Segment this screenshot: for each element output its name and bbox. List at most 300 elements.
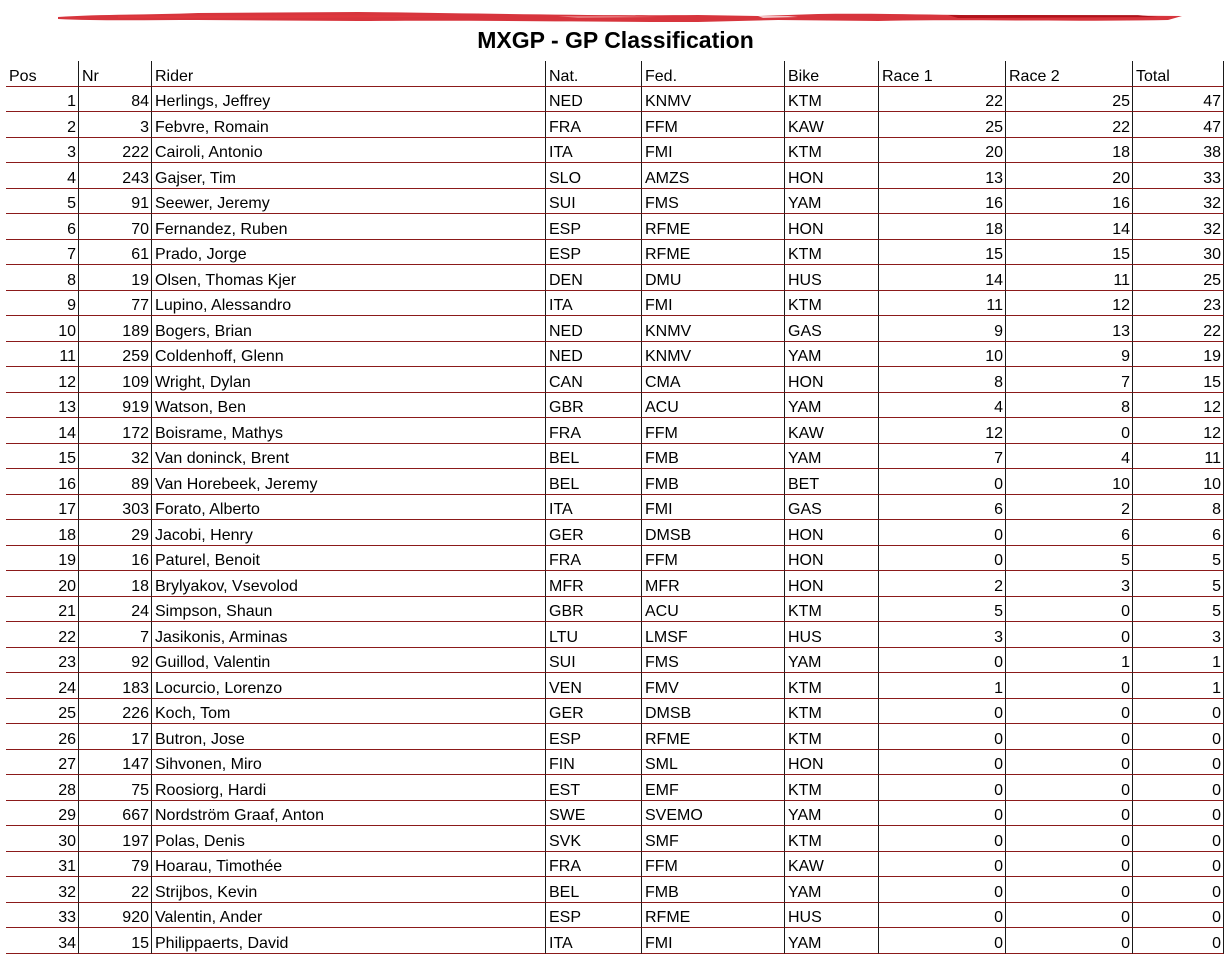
cell-rider: Jasikonis, Arminas [152,622,546,648]
cell-race1: 0 [879,750,1006,776]
cell-pos: 13 [6,393,79,419]
cell-total: 32 [1133,214,1224,240]
cell-race1: 0 [879,699,1006,725]
cell-pos: 25 [6,699,79,725]
cell-race1: 25 [879,112,1006,138]
table-row [6,444,1224,470]
cell-race2: 13 [1006,316,1133,342]
cell-rider: Locurcio, Lorenzo [152,673,546,699]
cell-bike: HUS [785,903,879,929]
cell-race1: 0 [879,852,1006,878]
table-row [6,291,1224,317]
cell-pos: 10 [6,316,79,342]
cell-nr: 183 [79,673,152,699]
cell-nat: BEL [546,469,642,495]
cell-rider: Cairoli, Antonio [152,138,546,164]
cell-total: 0 [1133,928,1224,954]
cell-total: 15 [1133,367,1224,393]
cell-rider: Roosiorg, Hardi [152,775,546,801]
cell-nat: FRA [546,418,642,444]
cell-pos: 32 [6,877,79,903]
cell-pos: 31 [6,852,79,878]
cell-bike: HON [785,214,879,240]
cell-total: 5 [1133,597,1224,623]
cell-nat: GER [546,699,642,725]
cell-rider: Wright, Dylan [152,367,546,393]
cell-race1: 15 [879,240,1006,266]
cell-pos: 2 [6,112,79,138]
cell-bike: HON [785,163,879,189]
cell-bike: YAM [785,189,879,215]
table-row [6,571,1224,597]
cell-race2: 10 [1006,469,1133,495]
cell-nr: 303 [79,495,152,521]
cell-pos: 9 [6,291,79,317]
cell-nr: 91 [79,189,152,215]
table-row [6,342,1224,368]
cell-race2: 18 [1006,138,1133,164]
table-row [6,801,1224,827]
cell-nr: 84 [79,87,152,113]
cell-bike: YAM [785,801,879,827]
cell-bike: HON [785,750,879,776]
cell-race2: 25 [1006,87,1133,113]
cell-nr: 197 [79,826,152,852]
table-row [6,367,1224,393]
cell-bike: HON [785,571,879,597]
table-header-row [6,61,1224,87]
cell-pos: 26 [6,724,79,750]
table-row [6,699,1224,725]
table-row [6,648,1224,674]
cell-race2: 0 [1006,903,1133,929]
cell-race2: 8 [1006,393,1133,419]
cell-nat: ESP [546,903,642,929]
cell-fed: FMB [642,877,785,903]
table-row [6,852,1224,878]
table-row [6,826,1224,852]
cell-pos: 14 [6,418,79,444]
cell-bike: KTM [785,597,879,623]
cell-fed: KNMV [642,316,785,342]
cell-race1: 12 [879,418,1006,444]
cell-rider: Hoarau, Timothée [152,852,546,878]
cell-race1: 13 [879,163,1006,189]
cell-total: 32 [1133,189,1224,215]
cell-nr: 3 [79,112,152,138]
cell-race1: 20 [879,138,1006,164]
cell-rider: Koch, Tom [152,699,546,725]
cell-fed: FFM [642,852,785,878]
cell-total: 30 [1133,240,1224,266]
cell-bike: YAM [785,877,879,903]
cell-bike: KTM [785,138,879,164]
cell-nat: NED [546,342,642,368]
cell-nat: DEN [546,265,642,291]
cell-nat: GBR [546,393,642,419]
cell-total: 38 [1133,138,1224,164]
table-row [6,240,1224,266]
table-body [6,87,1224,954]
table-row [6,112,1224,138]
cell-nr: 243 [79,163,152,189]
cell-total: 11 [1133,444,1224,470]
cell-fed: ACU [642,597,785,623]
cell-race1: 0 [879,826,1006,852]
cell-total: 0 [1133,699,1224,725]
classification-table [6,61,1224,954]
header-total: Total [1133,61,1224,87]
cell-fed: FMS [642,189,785,215]
cell-nat: ITA [546,138,642,164]
cell-bike: GAS [785,495,879,521]
header-race1: Race 1 [879,61,1006,87]
cell-total: 3 [1133,622,1224,648]
cell-bike: YAM [785,928,879,954]
cell-nat: LTU [546,622,642,648]
cell-race1: 22 [879,87,1006,113]
cell-nat: FRA [546,546,642,572]
table-row [6,622,1224,648]
cell-pos: 33 [6,903,79,929]
table-row [6,163,1224,189]
cell-rider: Boisrame, Mathys [152,418,546,444]
cell-nr: 29 [79,520,152,546]
cell-race2: 4 [1006,444,1133,470]
cell-nr: 259 [79,342,152,368]
cell-nat: ESP [546,214,642,240]
cell-bike: HUS [785,622,879,648]
cell-nat: SUI [546,648,642,674]
cell-fed: DMSB [642,520,785,546]
cell-pos: 12 [6,367,79,393]
cell-total: 0 [1133,877,1224,903]
cell-bike: YAM [785,393,879,419]
cell-nr: 189 [79,316,152,342]
cell-bike: KTM [785,673,879,699]
cell-rider: Butron, Jose [152,724,546,750]
cell-fed: DMSB [642,699,785,725]
cell-fed: FMI [642,495,785,521]
header-bike: Bike [785,61,879,87]
cell-nr: 92 [79,648,152,674]
cell-nat: SUI [546,189,642,215]
cell-total: 22 [1133,316,1224,342]
cell-total: 0 [1133,724,1224,750]
header-pos: Pos [6,61,79,87]
cell-pos: 17 [6,495,79,521]
table-row [6,928,1224,954]
cell-total: 5 [1133,546,1224,572]
cell-rider: Strijbos, Kevin [152,877,546,903]
cell-total: 0 [1133,826,1224,852]
cell-bike: HUS [785,265,879,291]
cell-pos: 27 [6,750,79,776]
cell-rider: Olsen, Thomas Kjer [152,265,546,291]
cell-pos: 18 [6,520,79,546]
cell-nr: 147 [79,750,152,776]
cell-race1: 1 [879,673,1006,699]
cell-race2: 0 [1006,801,1133,827]
cell-race2: 20 [1006,163,1133,189]
cell-pos: 16 [6,469,79,495]
cell-bike: KAW [785,418,879,444]
cell-race1: 10 [879,342,1006,368]
cell-nat: NED [546,87,642,113]
cell-race2: 2 [1006,495,1133,521]
cell-race1: 0 [879,546,1006,572]
cell-nr: 667 [79,801,152,827]
header-nat: Nat. [546,61,642,87]
cell-bike: KTM [785,775,879,801]
cell-nat: ITA [546,495,642,521]
cell-race1: 0 [879,469,1006,495]
cell-fed: FFM [642,546,785,572]
cell-nat: BEL [546,444,642,470]
cell-race1: 6 [879,495,1006,521]
cell-nr: 16 [79,546,152,572]
cell-race2: 0 [1006,622,1133,648]
cell-fed: EMF [642,775,785,801]
cell-race2: 16 [1006,189,1133,215]
cell-rider: Coldenhoff, Glenn [152,342,546,368]
cell-nat: BEL [546,877,642,903]
cell-fed: SMF [642,826,785,852]
cell-rider: Van doninck, Brent [152,444,546,470]
cell-fed: KNMV [642,342,785,368]
table-row [6,597,1224,623]
cell-nat: SWE [546,801,642,827]
cell-race1: 5 [879,597,1006,623]
cell-race1: 7 [879,444,1006,470]
cell-pos: 34 [6,928,79,954]
cell-fed: FMI [642,928,785,954]
cell-nat: CAN [546,367,642,393]
cell-total: 47 [1133,112,1224,138]
cell-race2: 3 [1006,571,1133,597]
cell-bike: KTM [785,291,879,317]
cell-rider: Van Horebeek, Jeremy [152,469,546,495]
header-nr: Nr [79,61,152,87]
cell-race1: 0 [879,648,1006,674]
cell-nr: 79 [79,852,152,878]
cell-nr: 222 [79,138,152,164]
cell-race1: 14 [879,265,1006,291]
table-row [6,775,1224,801]
cell-nat: SVK [546,826,642,852]
cell-nat: FRA [546,112,642,138]
table-row [6,546,1224,572]
cell-nr: 75 [79,775,152,801]
cell-pos: 30 [6,826,79,852]
table-row [6,214,1224,240]
table-row [6,316,1224,342]
cell-pos: 1 [6,87,79,113]
cell-race2: 1 [1006,648,1133,674]
cell-nr: 7 [79,622,152,648]
cell-nat: ESP [546,240,642,266]
cell-fed: SML [642,750,785,776]
cell-pos: 20 [6,571,79,597]
cell-race1: 0 [879,877,1006,903]
cell-race2: 22 [1006,112,1133,138]
cell-rider: Lupino, Alessandro [152,291,546,317]
cell-nr: 15 [79,928,152,954]
cell-pos: 24 [6,673,79,699]
cell-race2: 0 [1006,826,1133,852]
cell-nat: ITA [546,928,642,954]
cell-nr: 24 [79,597,152,623]
cell-rider: Seewer, Jeremy [152,189,546,215]
cell-bike: HON [785,367,879,393]
cell-pos: 5 [6,189,79,215]
cell-race2: 0 [1006,852,1133,878]
cell-fed: FMB [642,469,785,495]
cell-race2: 0 [1006,673,1133,699]
cell-pos: 3 [6,138,79,164]
cell-race2: 0 [1006,750,1133,776]
cell-nr: 919 [79,393,152,419]
cell-fed: MFR [642,571,785,597]
cell-bike: GAS [785,316,879,342]
table-row [6,265,1224,291]
cell-rider: Sihvonen, Miro [152,750,546,776]
cell-race2: 6 [1006,520,1133,546]
cell-nr: 17 [79,724,152,750]
cell-pos: 19 [6,546,79,572]
cell-race2: 0 [1006,699,1133,725]
cell-fed: FFM [642,112,785,138]
table-row [6,138,1224,164]
cell-race1: 0 [879,801,1006,827]
cell-nat: FRA [546,852,642,878]
cell-total: 0 [1133,852,1224,878]
cell-race1: 0 [879,724,1006,750]
cell-race2: 14 [1006,214,1133,240]
cell-nat: MFR [546,571,642,597]
header-race2: Race 2 [1006,61,1133,87]
table-row [6,469,1224,495]
cell-rider: Paturel, Benoit [152,546,546,572]
header-rider: Rider [152,61,546,87]
cell-total: 5 [1133,571,1224,597]
cell-rider: Watson, Ben [152,393,546,419]
cell-nat: SLO [546,163,642,189]
cell-fed: AMZS [642,163,785,189]
cell-race1: 18 [879,214,1006,240]
cell-race1: 0 [879,928,1006,954]
cell-fed: FMS [642,648,785,674]
table-row [6,724,1224,750]
cell-pos: 15 [6,444,79,470]
cell-nr: 89 [79,469,152,495]
cell-race1: 0 [879,775,1006,801]
cell-rider: Brylyakov, Vsevolod [152,571,546,597]
cell-nat: GER [546,520,642,546]
cell-total: 0 [1133,903,1224,929]
cell-fed: LMSF [642,622,785,648]
cell-nr: 920 [79,903,152,929]
cell-nat: ITA [546,291,642,317]
cell-fed: KNMV [642,87,785,113]
cell-bike: KTM [785,826,879,852]
cell-fed: FFM [642,418,785,444]
cell-total: 33 [1133,163,1224,189]
cell-bike: KAW [785,112,879,138]
cell-rider: Prado, Jorge [152,240,546,266]
cell-pos: 22 [6,622,79,648]
cell-total: 12 [1133,418,1224,444]
cell-nr: 226 [79,699,152,725]
cell-fed: FMI [642,291,785,317]
cell-bike: YAM [785,648,879,674]
cell-pos: 7 [6,240,79,266]
cell-nr: 61 [79,240,152,266]
cell-total: 8 [1133,495,1224,521]
cell-bike: KTM [785,240,879,266]
cell-bike: KTM [785,724,879,750]
cell-rider: Nordström Graaf, Anton [152,801,546,827]
table-row [6,903,1224,929]
cell-race1: 16 [879,189,1006,215]
cell-rider: Fernandez, Ruben [152,214,546,240]
cell-race2: 15 [1006,240,1133,266]
cell-fed: FMI [642,138,785,164]
cell-nat: FIN [546,750,642,776]
cell-nr: 172 [79,418,152,444]
cell-rider: Febvre, Romain [152,112,546,138]
cell-race1: 0 [879,903,1006,929]
cell-pos: 11 [6,342,79,368]
cell-race2: 0 [1006,724,1133,750]
table-row [6,673,1224,699]
cell-nr: 18 [79,571,152,597]
cell-rider: Forato, Alberto [152,495,546,521]
cell-race1: 9 [879,316,1006,342]
cell-nat: GBR [546,597,642,623]
cell-nr: 70 [79,214,152,240]
cell-rider: Philippaerts, David [152,928,546,954]
cell-nat: ESP [546,724,642,750]
cell-bike: KTM [785,87,879,113]
cell-rider: Gajser, Tim [152,163,546,189]
cell-fed: ACU [642,393,785,419]
table-row [6,393,1224,419]
cell-race2: 7 [1006,367,1133,393]
cell-pos: 29 [6,801,79,827]
cell-fed: RFME [642,240,785,266]
cell-fed: DMU [642,265,785,291]
cell-total: 47 [1133,87,1224,113]
cell-rider: Jacobi, Henry [152,520,546,546]
cell-fed: RFME [642,724,785,750]
cell-bike: KAW [785,852,879,878]
cell-race2: 12 [1006,291,1133,317]
cell-nat: VEN [546,673,642,699]
cell-bike: YAM [785,342,879,368]
cell-race2: 5 [1006,546,1133,572]
cell-fed: FMB [642,444,785,470]
cell-bike: BET [785,469,879,495]
cell-nr: 19 [79,265,152,291]
cell-bike: YAM [785,444,879,470]
table-row [6,877,1224,903]
cell-pos: 8 [6,265,79,291]
cell-nr: 32 [79,444,152,470]
cell-bike: KTM [785,699,879,725]
cell-pos: 6 [6,214,79,240]
cell-rider: Guillod, Valentin [152,648,546,674]
